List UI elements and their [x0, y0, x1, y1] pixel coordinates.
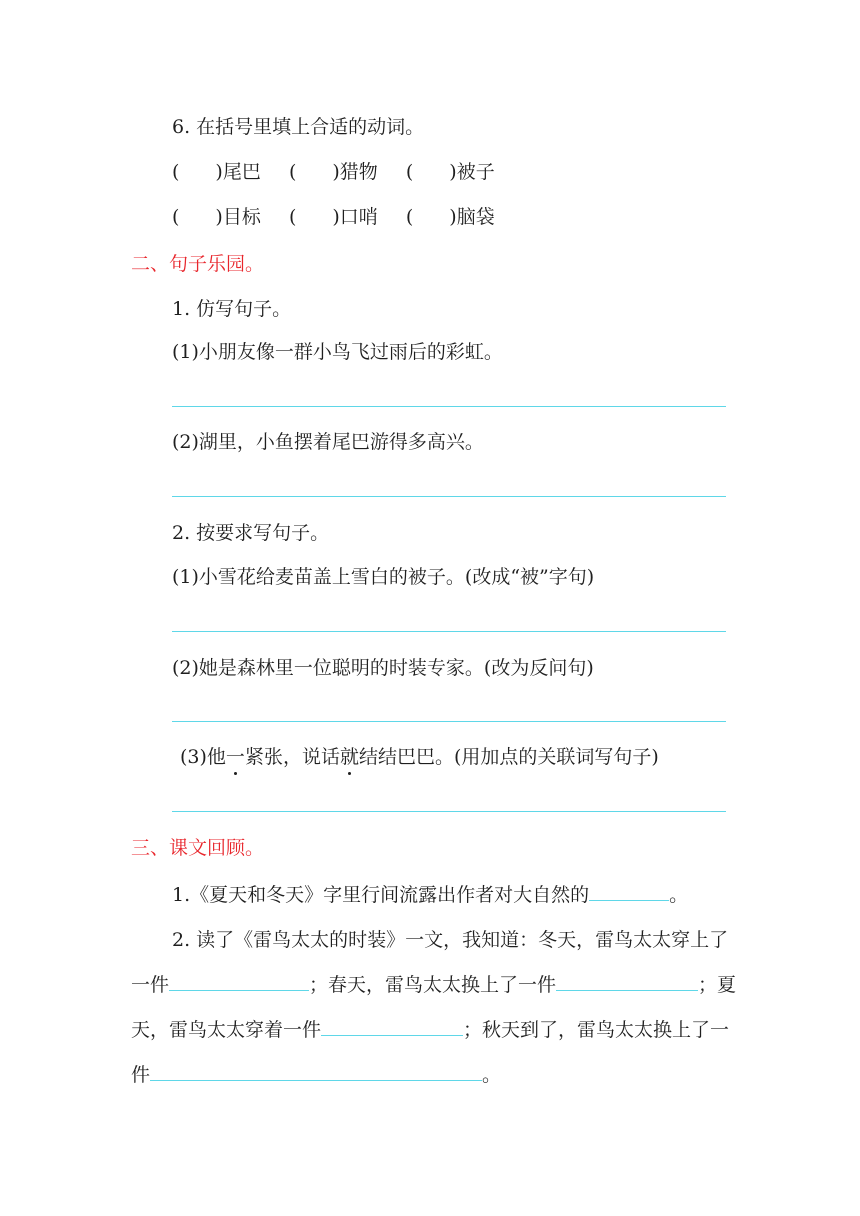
answer-line[interactable]: [172, 721, 726, 722]
answer-blank[interactable]: [150, 1060, 482, 1081]
s3-q2-line1: 2. 读了《雷鸟太太的时装》一文，我知道：冬天，雷鸟太太穿上了: [172, 929, 729, 951]
answer-blank[interactable]: [556, 970, 698, 991]
q6-row-2: [172, 204, 495, 230]
answer-line[interactable]: [172, 631, 726, 632]
answer-word: )口哨: [332, 206, 378, 228]
sentence-part: 结结巴巴。(用加点的关联词写句子): [358, 746, 659, 768]
s2-q1-1: (1)小朋友像一群小鸟飞过雨后的彩虹。: [172, 341, 503, 363]
s2-q2-3: [180, 744, 659, 770]
answer-blank[interactable]: [589, 880, 669, 901]
question-text: ；春天，雷鸟太太换上了一件: [309, 974, 557, 996]
s2-q2-title: 2. 按要求写句子。: [172, 522, 330, 544]
question-text: 件: [131, 1064, 151, 1086]
question-text: 。: [669, 884, 689, 906]
s2-q2-1: (1)小雪花给麦苗盖上雪白的被子。(改成“被”字句): [172, 566, 595, 588]
answer-line[interactable]: [172, 496, 726, 497]
s3-q2-line3: [131, 1015, 729, 1043]
sentence-part: (3)他: [180, 746, 226, 768]
q6-row-1: [172, 159, 495, 185]
answer-blank[interactable]: [169, 970, 309, 991]
sentence-part: 紧张，说话: [244, 746, 340, 768]
answer-word: )脑袋: [449, 206, 495, 228]
s2-q2-2: (2)她是森林里一位聪明的时装专家。(改为反问句): [172, 657, 594, 679]
answer-word: )猎物: [332, 161, 378, 183]
s2-q1-2: (2)湖里，小鱼摆着尾巴游得多高兴。: [172, 431, 484, 453]
answer-word: )目标: [215, 206, 261, 228]
answer-word: )尾巴: [215, 161, 261, 183]
blank-paren-open: (: [288, 206, 297, 228]
answer-line[interactable]: [172, 406, 726, 407]
blank-paren-open: (: [405, 206, 414, 228]
s3-q2-line2: [131, 970, 736, 998]
s2-q1-title: 1. 仿写句子。: [172, 298, 292, 320]
blank-paren-open: (: [288, 161, 297, 183]
blank-paren-open: (: [172, 161, 180, 183]
question-text: 1.《夏天和冬天》字里行间流露出作者对大自然的: [172, 884, 590, 906]
s3-q1: [172, 880, 688, 908]
answer-blank[interactable]: [321, 1015, 463, 1036]
question-text: ；秋天到了，雷鸟太太换上了一: [463, 1019, 730, 1041]
question-text: 天，雷鸟太太穿着一件: [131, 1019, 322, 1041]
section-heading-2: 二、句子乐园。: [131, 253, 265, 275]
answer-word: )被子: [449, 161, 495, 183]
question-text: 一件: [131, 974, 170, 996]
dotted-char: 一: [225, 746, 245, 768]
dotted-char: 就: [339, 746, 359, 768]
blank-paren-open: (: [405, 161, 414, 183]
blank-paren-open: (: [172, 206, 180, 228]
answer-line[interactable]: [172, 811, 726, 812]
q6-title: 6. 在括号里填上合适的动词。: [172, 116, 425, 138]
s3-q2-line4: [131, 1060, 501, 1088]
question-text: ；夏: [698, 974, 737, 996]
section-heading-3: 三、课文回顾。: [131, 837, 265, 859]
question-text: 。: [482, 1064, 502, 1086]
